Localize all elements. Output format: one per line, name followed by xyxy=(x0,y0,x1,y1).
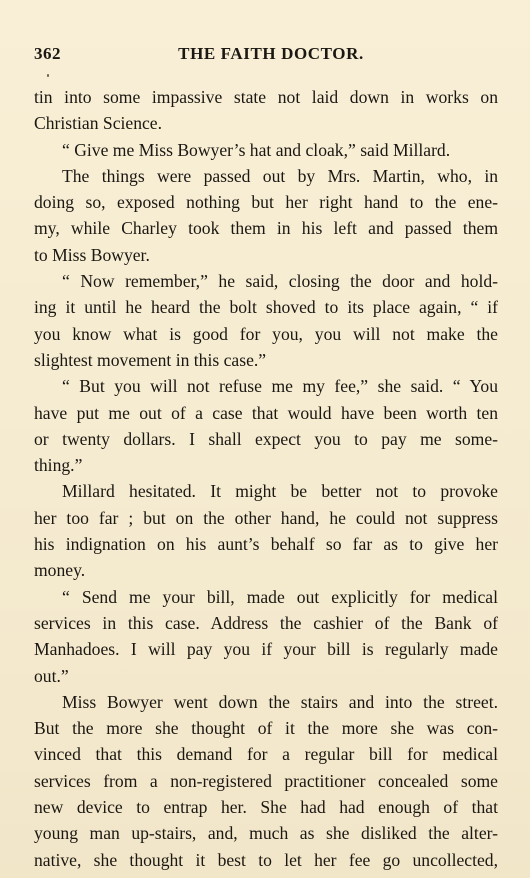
text-line: services in this case. Address the cashier of the Bank of xyxy=(34,612,498,633)
running-head: THE FAITH DOCTOR. xyxy=(178,44,364,63)
text-line: money. xyxy=(34,560,86,581)
text-line: vinced that this demand for a regular bill for medical xyxy=(34,744,498,765)
body-text xyxy=(34,84,498,873)
text-line: services from a non-registered practitioner concealed some xyxy=(34,770,498,791)
text-line: “ Send me your bill, made out explicitly for medical xyxy=(62,586,498,607)
text-line: Miss Bowyer went down the stairs and into the street. xyxy=(62,691,498,712)
ink-speck xyxy=(47,74,49,77)
text-line: doing so, exposed nothing but her right hand to the ene- xyxy=(34,192,498,213)
text-line: slightest movement in this case.” xyxy=(34,349,267,370)
text-line: “ But you will not refuse me my fee,” she said. “ You xyxy=(62,376,498,397)
text-line: her too far ; but on the other hand, he could not suppress xyxy=(34,507,498,528)
text-line: Christian Science. xyxy=(34,113,163,134)
text-line: out.” xyxy=(34,665,69,686)
text-line: his indignation on his aunt’s behalf so far as to give her xyxy=(34,534,498,555)
text-line: Manhadoes. I will pay you if your bill is regularly made xyxy=(34,639,498,660)
text-line: The things were passed out by Mrs. Martin, who, in xyxy=(62,165,498,186)
text-line: or twenty dollars. I shall expect you to pay me some- xyxy=(34,428,498,449)
text-line: new device to entrap her. She had had enough of that xyxy=(34,797,498,818)
text-line: native, she thought it best to let her fee go uncollected, xyxy=(34,849,498,870)
text-line: my, while Charley took them in his left and passed them xyxy=(34,218,498,239)
text-line: to Miss Bowyer. xyxy=(34,244,150,265)
text-line: ing it until he heard the bolt shoved to its place again, “ if xyxy=(34,297,498,318)
text-line: “ Give me Miss Bowyer’s hat and cloak,” said Millard. xyxy=(62,139,451,160)
text-line: tin into some impassive state not laid down in works on xyxy=(34,87,498,107)
text-line: “ Now remember,” he said, closing the door and hold- xyxy=(62,271,498,292)
text-line: But the more she thought of it the more she was con- xyxy=(34,718,498,739)
text-line: thing.” xyxy=(34,455,83,476)
text-line: Millard hesitated. It might be better not to provoke xyxy=(62,481,498,502)
text-line: have put me out of a case that would have been worth ten xyxy=(34,402,498,423)
page-number: 362 xyxy=(34,44,61,63)
text-line: you know what is good for you, you will not make the xyxy=(34,323,498,344)
page-header xyxy=(34,44,494,70)
text-line: young man up-stairs, and, much as she disliked the alter- xyxy=(34,823,498,844)
